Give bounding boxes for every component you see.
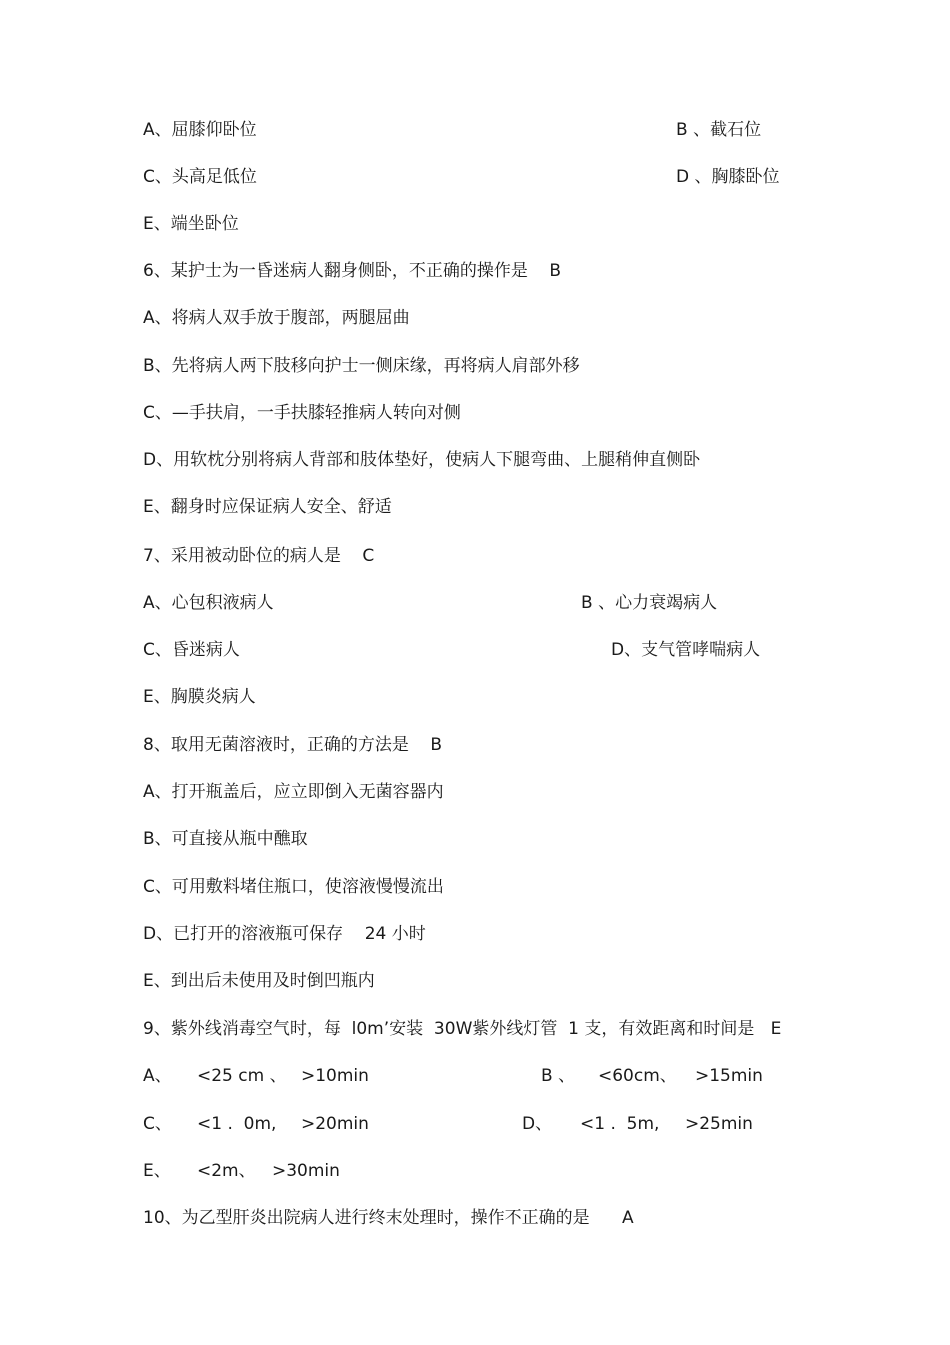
text-line: D、用软枕分别将病人背部和肢体垫好，使病人下腿弯曲、上腿稍伸直侧卧 <box>143 450 701 470</box>
option-label: C、 <box>143 1114 172 1134</box>
text-line: E、胸膜炎病人 <box>143 687 256 707</box>
option-distance: <1 . 0m, <box>197 1114 277 1134</box>
option-time: >10min <box>301 1066 369 1086</box>
text-line: D、已打开的溶液瓶可保存 24 小时 <box>143 924 426 944</box>
option-distance: <25 cm 、 <box>197 1066 287 1086</box>
question-line: 7、采用被动卧位的病人是 C <box>143 546 375 566</box>
text-line: E、翻身时应保证病人安全、舒适 <box>143 497 392 517</box>
text-line: B 、心力衰竭病人 <box>581 593 718 613</box>
text-line: D、支气管哮喘病人 <box>611 640 761 660</box>
option-time: >30min <box>272 1161 340 1181</box>
question-line: 6、某护士为一昏迷病人翻身侧卧，不正确的操作是 B <box>143 261 562 281</box>
question-line: 8、取用无菌溶液时，正确的方法是 B <box>143 735 443 755</box>
text-line: B、先将病人两下肢移向护士一侧床缘，再将病人肩部外移 <box>143 356 580 376</box>
option-time: >15min <box>695 1066 763 1086</box>
text-line: B、可直接从瓶中醮取 <box>143 829 308 849</box>
option-distance: <60cm、 <box>598 1066 677 1086</box>
option-distance: <1 . 5m, <box>580 1114 660 1134</box>
option-label: A、 <box>143 1066 172 1086</box>
text-line: A、屈膝仰卧位 <box>143 120 257 140</box>
text-line: A、将病人双手放于腹部，两腿屈曲 <box>143 308 410 328</box>
text-line: D 、胸膝卧位 <box>676 167 780 187</box>
text-line: C、—手扶肩，一手扶膝轻推病人转向对侧 <box>143 403 461 423</box>
option-label: B 、 <box>541 1066 576 1086</box>
option-time: >20min <box>301 1114 369 1134</box>
text-line: C、头高足低位 <box>143 167 257 187</box>
option-distance: <2m、 <box>197 1161 256 1181</box>
option-time: >25min <box>685 1114 753 1134</box>
text-line: E、到出后未使用及时倒凹瓶内 <box>143 971 375 991</box>
option-label: D、 <box>522 1114 553 1134</box>
text-line: A、心包积液病人 <box>143 593 274 613</box>
text-line: C、可用敷料堵住瓶口，使溶液慢慢流出 <box>143 877 444 897</box>
option-label: E、 <box>143 1161 171 1181</box>
text-line: A、打开瓶盖后，应立即倒入无菌容器内 <box>143 782 444 802</box>
question-line: 10、为乙型肝炎出院病人进行终末处理时，操作不正确的是 A <box>143 1208 634 1228</box>
question-line: 9、紫外线消毒空气时，每 l0m’安装 30W紫外线灯管 1 支，有效距离和时间是 E <box>143 1019 782 1039</box>
text-line: C、昏迷病人 <box>143 640 240 660</box>
text-line: E、端坐卧位 <box>143 214 239 234</box>
text-line: B 、截石位 <box>676 120 762 140</box>
